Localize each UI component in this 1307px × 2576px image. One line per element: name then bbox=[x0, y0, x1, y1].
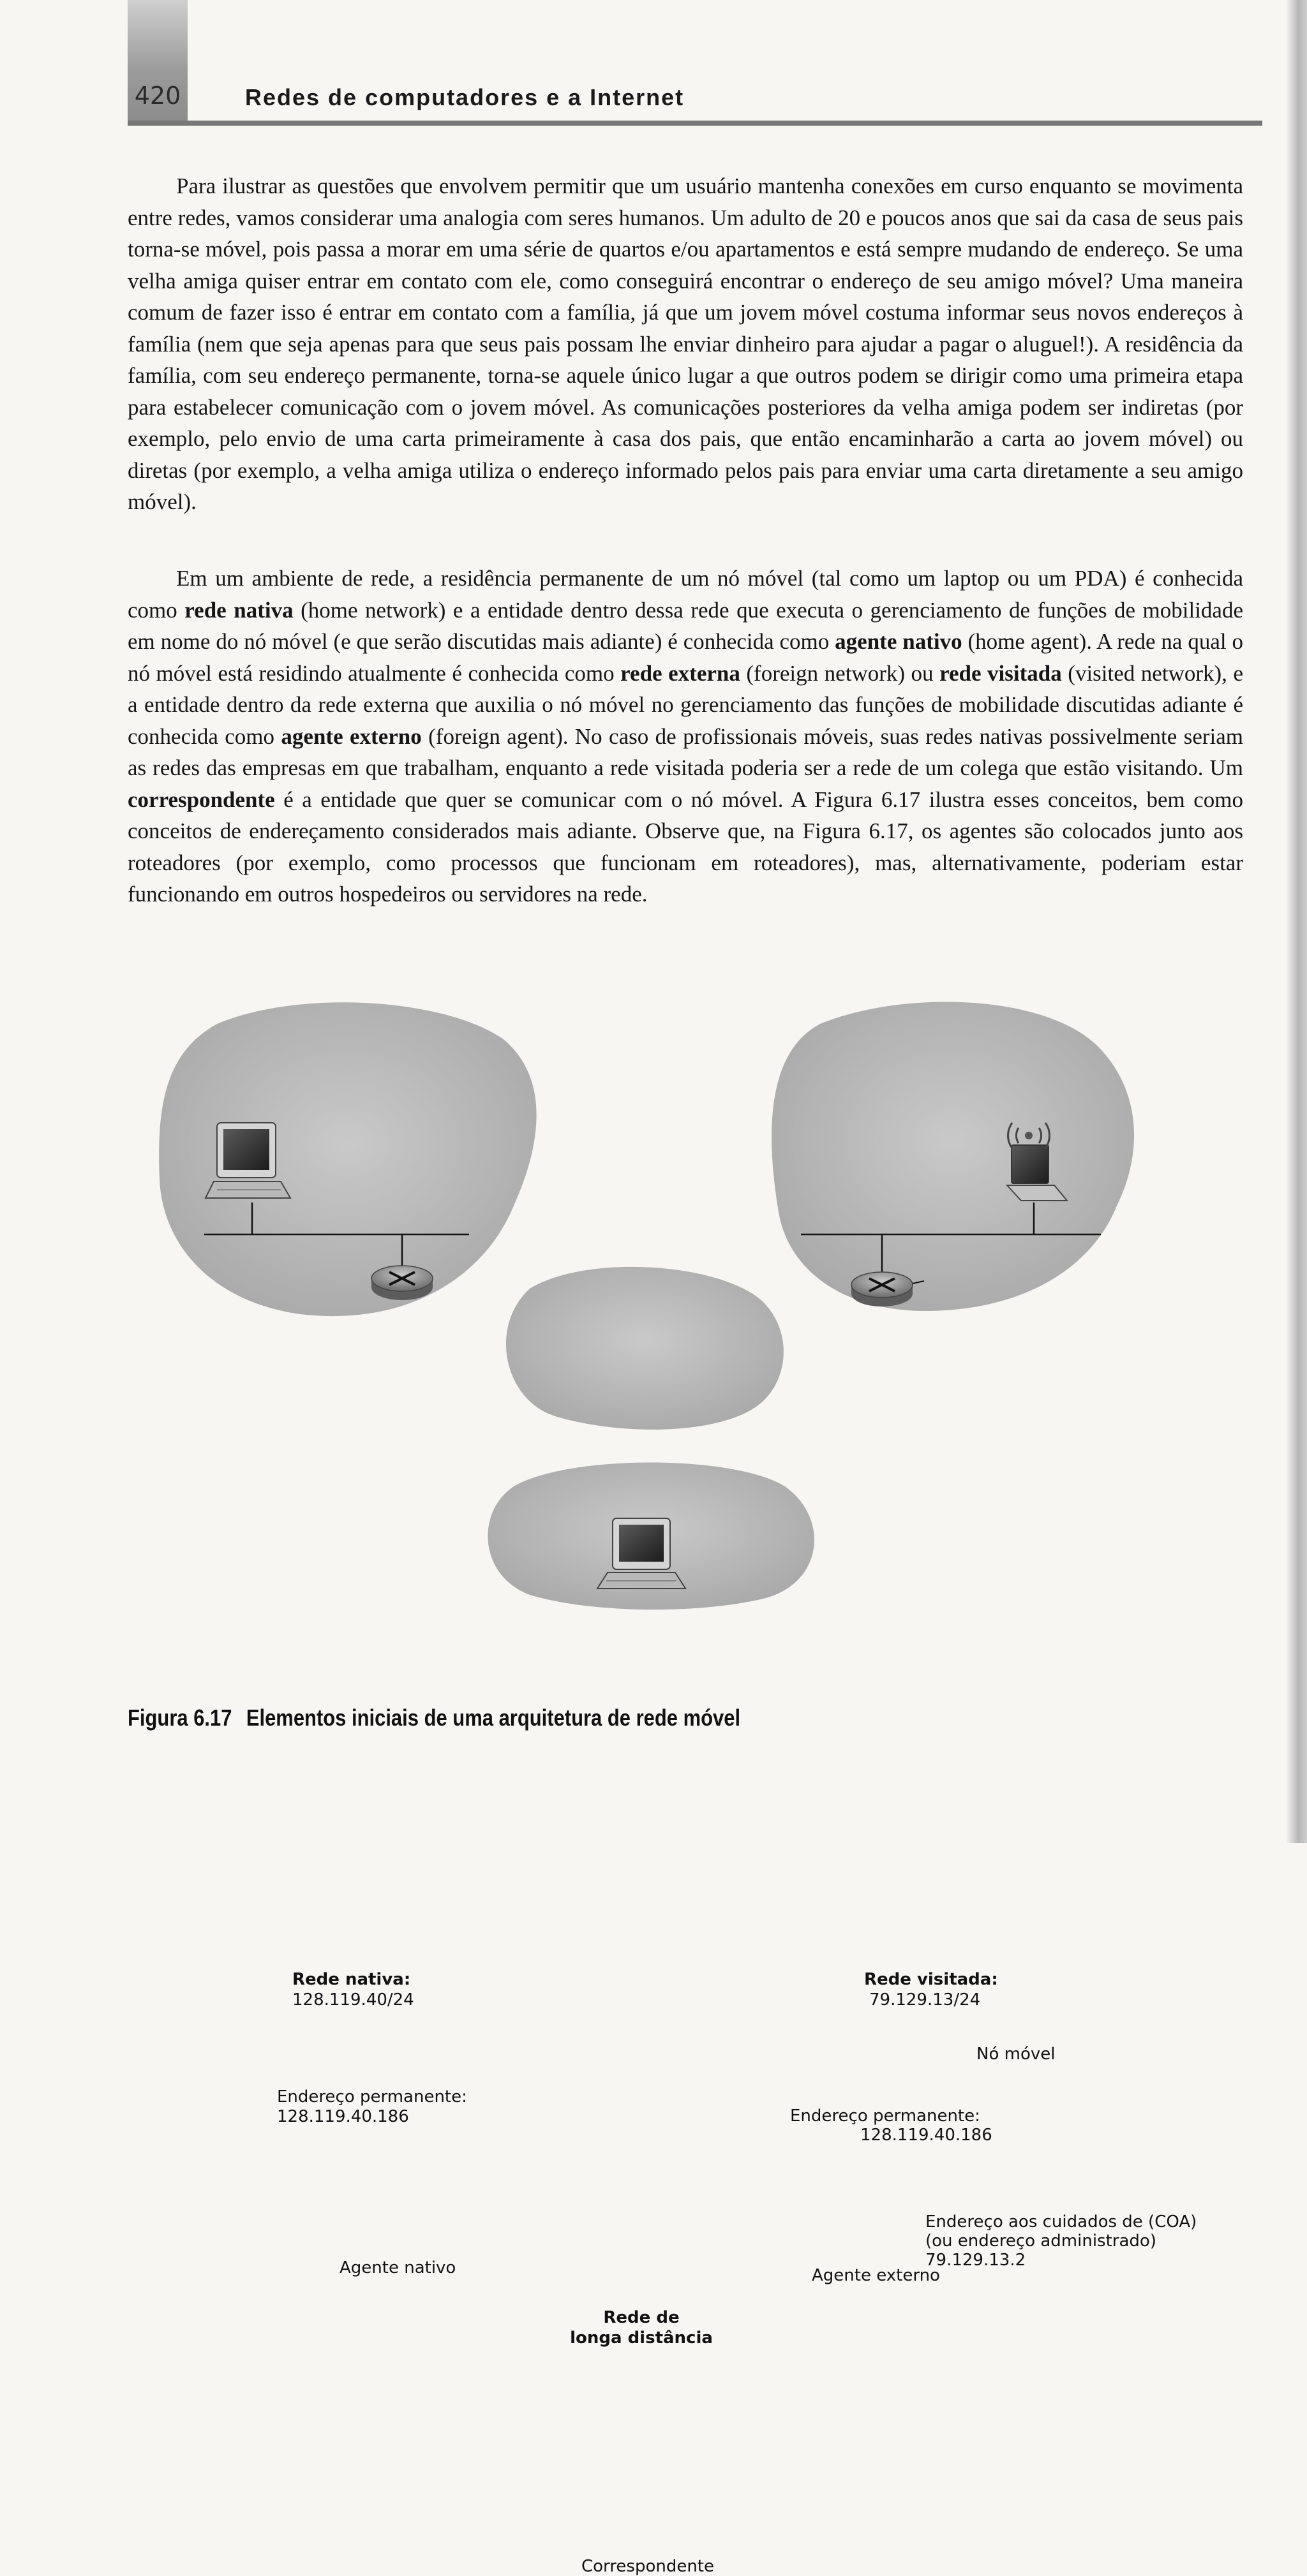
term-home-agent: agente nativo bbox=[835, 629, 962, 654]
figure-caption bbox=[128, 1705, 740, 1731]
home-router bbox=[371, 1266, 433, 1300]
coa-address: 79.129.13.2 bbox=[925, 2251, 1026, 2270]
home-agent-label: Agente nativo bbox=[340, 2258, 456, 2277]
coa-label-line-1: Endereço aos cuidados de (COA) bbox=[925, 2212, 1197, 2232]
figure-caption-text: Elementos iniciais de uma arquitetura de rede móvel bbox=[246, 1705, 741, 1731]
visited-network-prefix: 79.129.13/24 bbox=[869, 1990, 981, 2010]
term-correspondent: correspondente bbox=[128, 787, 275, 812]
term-foreign-agent: agente externo bbox=[281, 723, 422, 749]
term-foreign-network: rede externa bbox=[620, 660, 740, 686]
visited-network-title: Rede visitada: bbox=[864, 1970, 998, 1989]
home-permanent-address-label: Endereço permanente: bbox=[277, 2087, 467, 2106]
paragraph-text: (home agent). A rede na qual o nó móvel está residindo atualmente é conhecida como bbox=[128, 629, 1243, 686]
home-network-title: Rede nativa: bbox=[292, 1970, 411, 1989]
paragraph-text: (foreign network) ou bbox=[740, 660, 940, 686]
home-network-prefix: 128.119.40/24 bbox=[292, 1990, 414, 2010]
header-rule bbox=[128, 121, 1262, 126]
page-number: 420 bbox=[134, 82, 181, 110]
wan-label-line-1: Rede de bbox=[603, 2308, 680, 2327]
running-head: Redes de computadores e a Internet bbox=[245, 84, 685, 110]
term-visited-network: rede visitada bbox=[939, 660, 1062, 686]
wan-label-line-2: longa distância bbox=[570, 2328, 713, 2348]
foreign-router bbox=[851, 1272, 913, 1307]
paragraph-text: é a entidade que quer se comunicar com o nó móvel. A Figura 6.17 ilustra esses conceitos, bem como conceitos de endereçamento considerados mais adiante. Observe que, na Figura 6.17, os agentes são colocados junto aos roteadores (por exemplo, como processos que funcionam em roteadores), mas, alternativamente, poderiam estar funcionando em outros hospedeiros ou servidores na rede. bbox=[128, 787, 1243, 907]
home-permanent-address: 128.119.40.186 bbox=[277, 2107, 409, 2126]
figure-caption-label: Figura 6.17 bbox=[128, 1705, 232, 1731]
mobile-permanent-address-label: Endereço permanente: bbox=[790, 2106, 980, 2126]
paragraph-text: Em um ambiente de rede, a residência permanente de um nó móvel (tal como um laptop ou um PDA) é conhecida como bbox=[128, 566, 1243, 623]
paragraph-text: (foreign agent). No caso de profissionais móveis, suas redes nativas possivelmente seriam as redes das empresas em que trabalham, enquanto a rede visitada poderia ser a rede de um colega que estão visitando. Um bbox=[128, 723, 1244, 780]
mobile-permanent-address: 128.119.40.186 bbox=[860, 2126, 992, 2145]
paragraph-text: (home network) e a entidade dentro dessa rede que executa o gerenciamento de funções de mobilidade em nome do nó móvel (e que serão discutidas mais adiante) é conhecida como bbox=[128, 597, 1243, 654]
paragraph-text: (visited network), e a entidade dentro da rede externa que auxilia o nó móvel no gerenciamento das funções de mobilidade discutidas adiante é conhecida como bbox=[128, 660, 1243, 749]
term-home-network: rede nativa bbox=[184, 597, 294, 623]
mobile-node-label: Nó móvel bbox=[976, 2045, 1056, 2064]
page-header bbox=[0, 0, 1307, 128]
home-network-cloud bbox=[159, 1002, 537, 1316]
wan-cloud bbox=[506, 1267, 784, 1430]
foreign-agent-label: Agente externo bbox=[812, 2266, 940, 2285]
body-paragraph-1: Para ilustrar as questões que envolvem permitir que um usuário mantenha conexões em curso enquanto se movimenta entre redes, vamos considerar uma analogia com seres humanos. Um adulto de 20 e poucos anos que sai da casa de seus pais torna-se móvel, pois passa a morar em uma série de quartos e/ou apartamentos e está sempre mudando de endereço. Se uma velha amiga quiser entrar em contato com ele, como conseguirá encontrar o endereço de seu amigo móvel? Uma maneira comum de fazer isso é entrar em contato com a família, já que um jovem móvel costuma informar seus novos endereços à família (nem que seja apenas para que seus pais possam lhe enviar dinheiro para ajudar a pagar o aluguel!). A residência da família, com seu endereço permanente, torna-se aquele único lugar a que outros podem se dirigir como uma primeira etapa para estabelecer comunicação com o jovem móvel. As comunicações posteriores da velha amiga podem ser indiretas (por exemplo, pelo envio de uma carta primeiramente à casa dos pais, que então encaminharão a carta ao jovem móvel) ou diretas (por exemplo, a velha amiga utiliza o endereço informado pelos pais para enviar uma carta diretamente a seu amigo móvel). bbox=[128, 174, 1243, 514]
coa-label-line-2: (ou endereço administrado) bbox=[925, 2232, 1156, 2251]
body-paragraph-2 bbox=[128, 563, 1243, 910]
correspondent-label: Correspondente bbox=[581, 2557, 714, 2576]
visited-network-cloud bbox=[772, 1002, 1134, 1311]
